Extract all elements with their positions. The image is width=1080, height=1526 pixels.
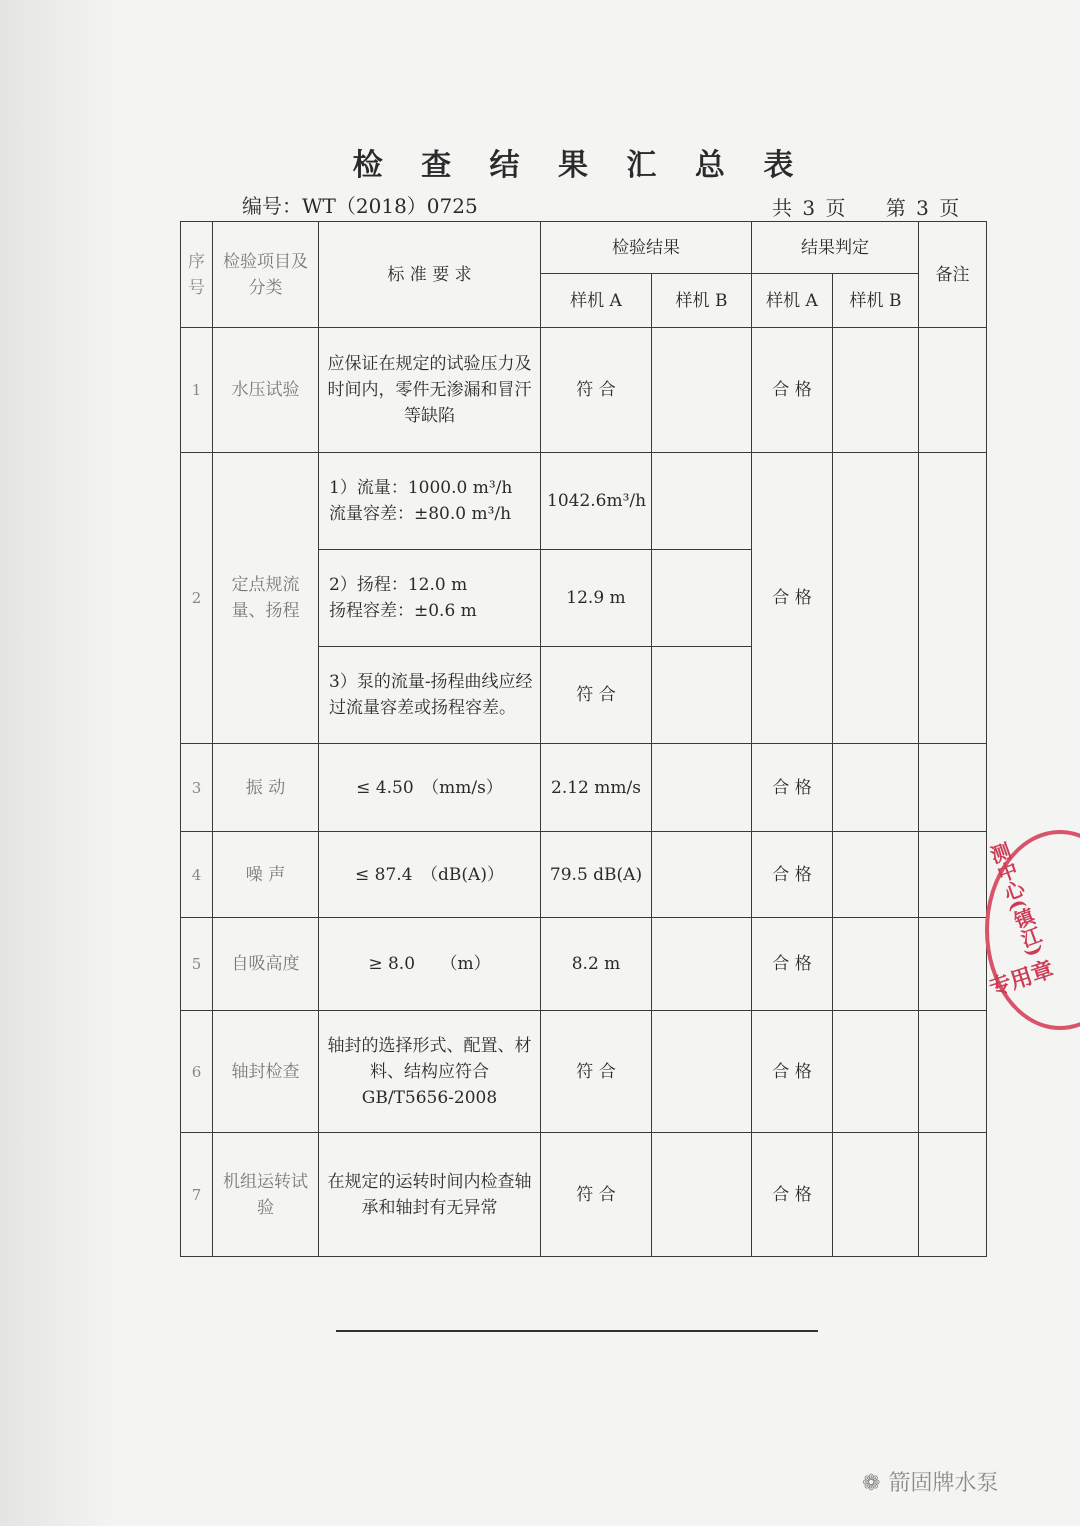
row-item: 噪 声 [213, 832, 319, 918]
table-row [181, 1133, 987, 1257]
row-result-a: 符 合 [541, 1133, 652, 1257]
table-row [181, 918, 987, 1011]
wechat-icon: ❁ [862, 1471, 881, 1496]
row-remark [919, 744, 987, 832]
row-result-b [652, 744, 752, 832]
row-seq: 2 [181, 453, 213, 744]
row-remark [919, 918, 987, 1011]
row-result-a: 1042.6m³/h [541, 453, 652, 550]
seal-text-top: 测中心(镇江) [984, 839, 1048, 960]
row-item: 定点规流量、扬程 [213, 453, 319, 744]
header-judge-a: 样机 A [752, 274, 833, 328]
seal-text-bottom: 专用章 [986, 956, 1057, 1002]
row-standard: ≤ 87.4 （dB(A)） [319, 832, 541, 918]
row-result-a: 12.9 m [541, 550, 652, 647]
row-result-a: 符 合 [541, 1011, 652, 1133]
row-judge-b [833, 918, 919, 1011]
watermark-text: 箭固牌水泵 [888, 1471, 999, 1496]
header-seq: 序号 [181, 222, 213, 328]
row-item: 水压试验 [213, 328, 319, 453]
page-info [772, 192, 959, 221]
row-standard: ≥ 8.0 （m） [319, 918, 541, 1011]
table-row [181, 832, 987, 918]
table-row [181, 1011, 987, 1133]
row-item: 轴封检查 [213, 1011, 319, 1133]
row-result-a: 79.5 dB(A) [541, 832, 652, 918]
row-judge-b [833, 453, 919, 744]
total-pages: 共 3 页 [772, 196, 846, 220]
row-result-b [652, 1133, 752, 1257]
row-standard: 1）流量：1000.0 m³/h 流量容差：±80.0 m³/h [319, 453, 541, 550]
row-result-a: 符 合 [541, 328, 652, 453]
row-item: 振 动 [213, 744, 319, 832]
row-standard: ≤ 4.50 （mm/s） [319, 744, 541, 832]
row-judge-a: 合 格 [752, 1133, 833, 1257]
table-row [181, 453, 987, 550]
document-title: 检 查 结 果 汇 总 表 [352, 148, 808, 183]
row-standard: 轴封的选择形式、配置、材料、结构应符合GB/T5656-2008 [319, 1011, 541, 1133]
header-row-1 [181, 222, 987, 274]
row-judge-b [833, 744, 919, 832]
header-judge-b: 样机 B [833, 274, 919, 328]
row-seq: 7 [181, 1133, 213, 1257]
row-remark [919, 1133, 987, 1257]
header-sample-a: 样机 A [541, 274, 652, 328]
row-seq: 6 [181, 1011, 213, 1133]
row-seq: 1 [181, 328, 213, 453]
header-item: 检验项目及分类 [213, 222, 319, 328]
row-standard: 2）扬程：12.0 m 扬程容差：±0.6 m [319, 550, 541, 647]
row-standard: 在规定的运转时间内检查轴承和轴封有无异常 [319, 1133, 541, 1257]
row-judge-a: 合 格 [752, 1011, 833, 1133]
watermark [862, 1466, 998, 1497]
header-sample-b: 样机 B [652, 274, 752, 328]
row-seq: 3 [181, 744, 213, 832]
row-result-b [652, 453, 752, 550]
row-result-b [652, 328, 752, 453]
row-judge-a: 合 格 [752, 744, 833, 832]
inspection-results-table [180, 221, 987, 1257]
row-judge-b [833, 832, 919, 918]
row-remark [919, 1011, 987, 1133]
row-result-a: 符 合 [541, 647, 652, 744]
row-remark [919, 453, 987, 744]
row-judge-a: 合 格 [752, 918, 833, 1011]
serial-number: 编号：WT（2018）0725 [242, 194, 478, 218]
scan-edge-shadow [0, 0, 118, 1526]
row-remark [919, 328, 987, 453]
row-judge-b [833, 1133, 919, 1257]
row-judge-b [833, 328, 919, 453]
row-result-b [652, 647, 752, 744]
row-item: 机组运转试验 [213, 1133, 319, 1257]
row-judge-a: 合 格 [752, 328, 833, 453]
end-of-document-rule [336, 1330, 818, 1332]
row-result-a: 2.12 mm/s [541, 744, 652, 832]
row-result-b [652, 1011, 752, 1133]
row-standard: 3）泵的流量-扬程曲线应经过流量容差或扬程容差。 [319, 647, 541, 744]
row-item: 自吸高度 [213, 918, 319, 1011]
header-result: 检验结果 [541, 222, 752, 274]
row-result-a: 8.2 m [541, 918, 652, 1011]
row-remark [919, 832, 987, 918]
row-result-b [652, 918, 752, 1011]
table-row [181, 328, 987, 453]
header-judgment: 结果判定 [752, 222, 919, 274]
row-seq: 5 [181, 918, 213, 1011]
row-standard: 应保证在规定的试验压力及时间内，零件无渗漏和冒汗等缺陷 [319, 328, 541, 453]
header-remark: 备注 [919, 222, 987, 328]
row-judge-a: 合 格 [752, 453, 833, 744]
row-result-b [652, 550, 752, 647]
row-judge-b [833, 1011, 919, 1133]
row-judge-a: 合 格 [752, 832, 833, 918]
table-row [181, 744, 987, 832]
header-standard: 标 准 要 求 [319, 222, 541, 328]
row-result-b [652, 832, 752, 918]
row-seq: 4 [181, 832, 213, 918]
current-page: 第 3 页 [885, 196, 960, 220]
